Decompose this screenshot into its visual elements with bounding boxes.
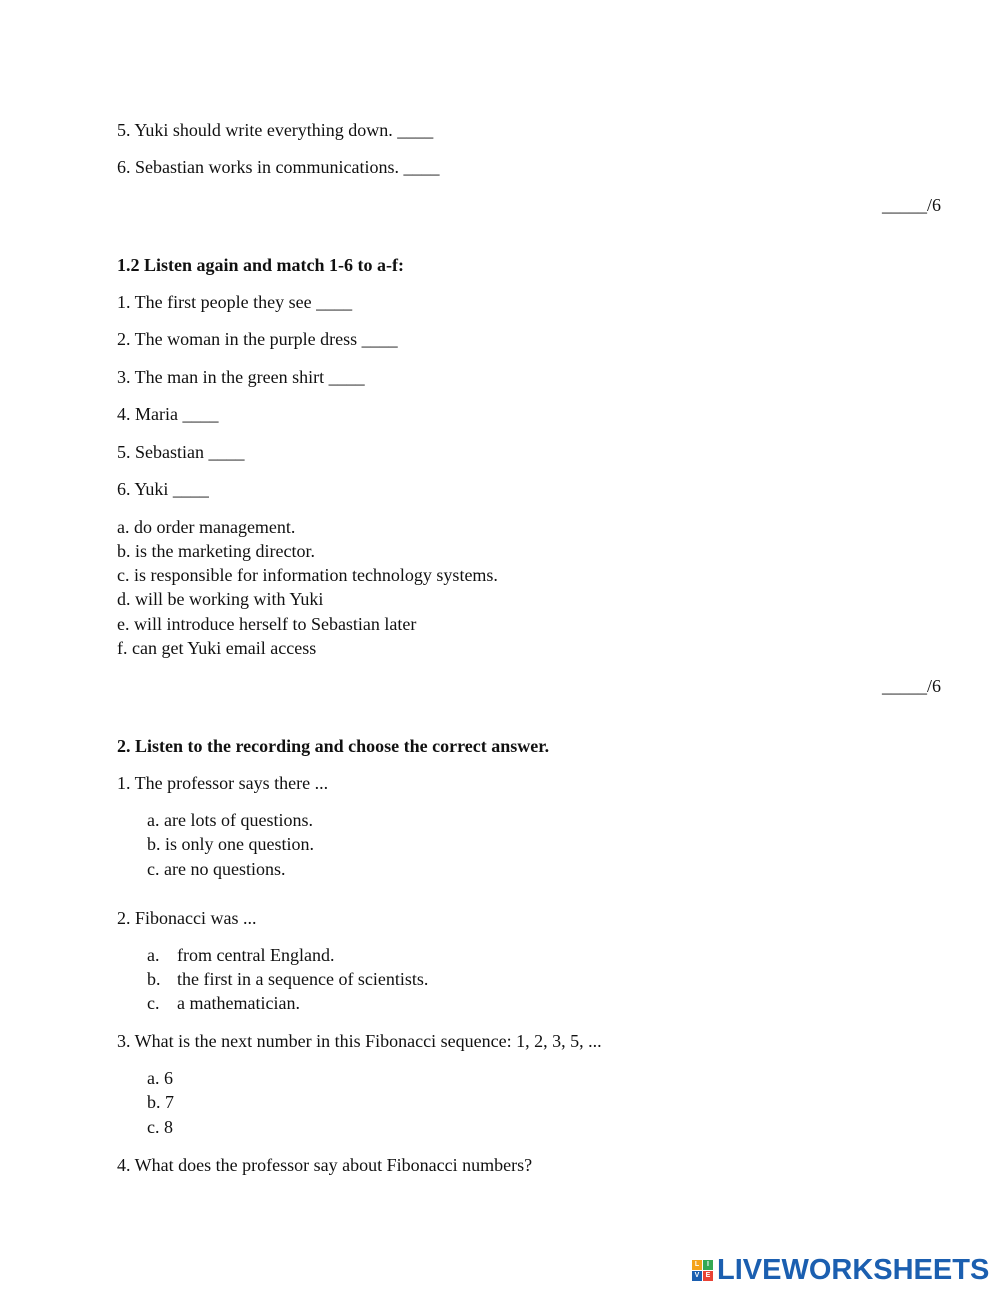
logo-icon-v: V xyxy=(692,1271,702,1281)
logo-icon-e: E xyxy=(703,1271,713,1281)
match-item-6: 6. Yuki ____ xyxy=(117,479,209,499)
match-option-c: c. is responsible for information technology systems. xyxy=(117,565,498,585)
q2-option-a-letter: a. xyxy=(147,945,160,965)
section-1-2-heading: 1.2 Listen again and match 1-6 to a-f: xyxy=(117,255,404,275)
question-2: 2. Fibonacci was ... xyxy=(117,908,257,928)
match-option-a: a. do order management. xyxy=(117,517,296,537)
match-option-d: d. will be working with Yuki xyxy=(117,589,324,609)
score-blank-2[interactable]: _____/6 xyxy=(881,676,941,696)
q2-option-b-letter: b. xyxy=(147,969,161,989)
q2-option-a xyxy=(147,943,334,967)
logo-icon-i: I xyxy=(703,1260,713,1270)
q2-option-b-text: the first in a sequence of scientists. xyxy=(177,969,429,989)
match-option-e: e. will introduce herself to Sebastian later xyxy=(117,614,417,634)
statement-5: 5. Yuki should write everything down. ____ xyxy=(117,120,434,140)
question-4: 4. What does the professor say about Fibonacci numbers? xyxy=(117,1155,533,1175)
q1-option-a: a. are lots of questions. xyxy=(147,810,313,830)
match-item-2: 2. The woman in the purple dress ____ xyxy=(117,329,398,349)
liveworksheets-logo xyxy=(692,1254,989,1286)
score-blank-1[interactable]: _____/6 xyxy=(881,195,941,215)
statement-6: 6. Sebastian works in communications. ____ xyxy=(117,157,440,177)
logo-icon xyxy=(692,1260,713,1281)
q3-option-a: a. 6 xyxy=(147,1068,173,1088)
q2-option-c xyxy=(147,991,300,1015)
match-option-b: b. is the marketing director. xyxy=(117,541,315,561)
q1-option-c: c. are no questions. xyxy=(147,859,286,879)
question-3: 3. What is the next number in this Fibonacci sequence: 1, 2, 3, 5, ... xyxy=(117,1031,602,1051)
match-item-4: 4. Maria ____ xyxy=(117,404,219,424)
match-item-5: 5. Sebastian ____ xyxy=(117,442,245,462)
match-item-3: 3. The man in the green shirt ____ xyxy=(117,367,365,387)
q2-option-a-text: from central England. xyxy=(177,945,335,965)
match-item-1: 1. The first people they see ____ xyxy=(117,292,353,312)
logo-text: LIVEWORKSHEETS xyxy=(717,1253,990,1286)
q3-option-b: b. 7 xyxy=(147,1092,174,1112)
section-2-heading: 2. Listen to the recording and choose the correct answer. xyxy=(117,736,550,756)
q2-option-b xyxy=(147,967,428,991)
match-option-f: f. can get Yuki email access xyxy=(117,638,317,658)
question-1: 1. The professor says there ... xyxy=(117,773,329,793)
logo-icon-l: L xyxy=(692,1260,702,1270)
q3-option-c: c. 8 xyxy=(147,1117,173,1137)
q1-option-b: b. is only one question. xyxy=(147,834,314,854)
q2-option-c-text: a mathematician. xyxy=(177,993,300,1013)
q2-option-c-letter: c. xyxy=(147,993,160,1013)
